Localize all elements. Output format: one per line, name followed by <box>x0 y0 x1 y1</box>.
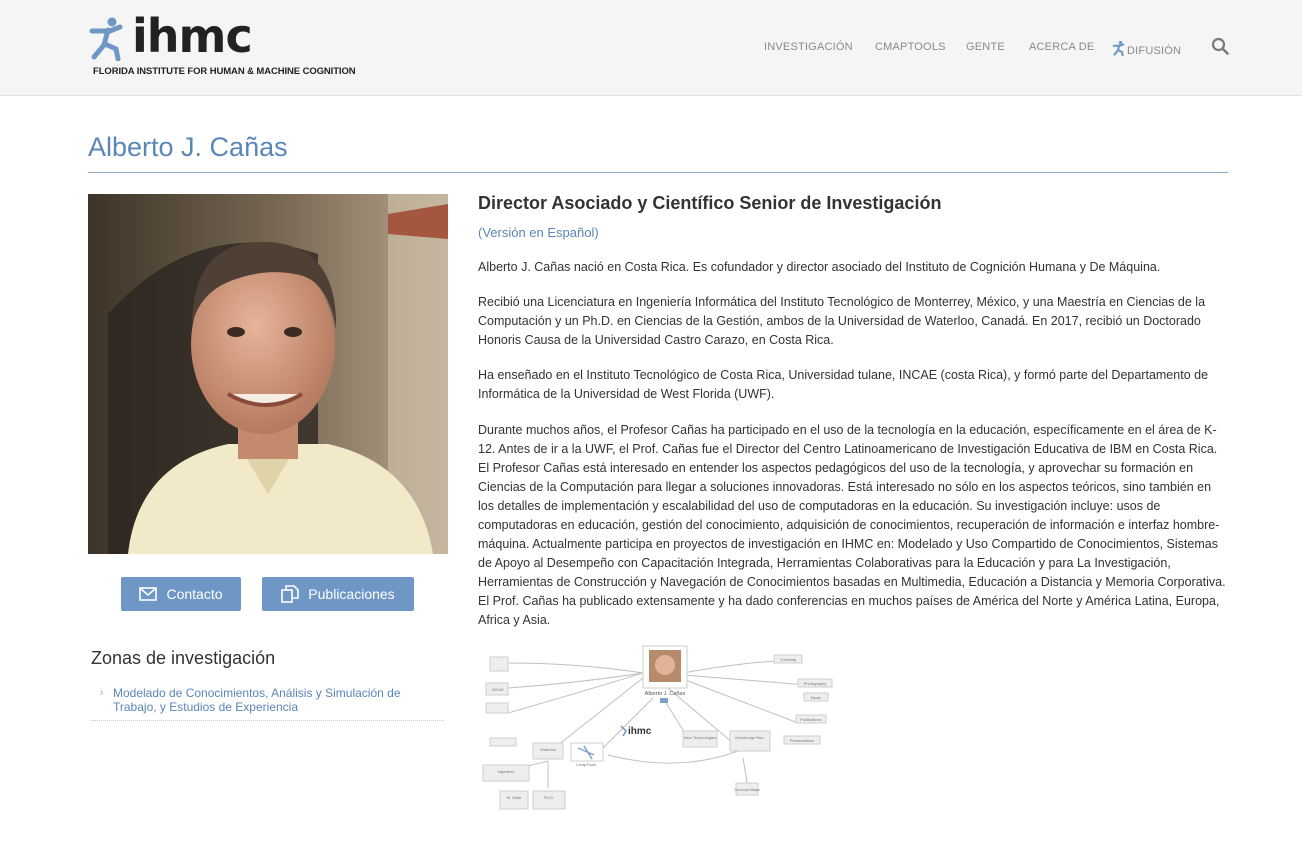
svg-text:Knowledge Rep.: Knowledge Rep. <box>735 735 765 740</box>
bio-paragraph: Ha enseñado en el Instituto Tecnológico de Costa Rica, Universidad tulane, INCAE (costa Rica), y formó parte del Departamento de Informática de la Universidad de West Florida (UWF). <box>478 368 1209 401</box>
nav-cmaptools[interactable]: CMAPTOOLS <box>875 41 946 53</box>
title-divider <box>88 172 1228 173</box>
publications-button[interactable] <box>262 577 414 611</box>
svg-text:Ph.D.: Ph.D. <box>543 795 555 800</box>
contact-button[interactable] <box>121 577 241 611</box>
contact-button-label: Contacto <box>166 586 223 602</box>
svg-text:INCAE: INCAE <box>491 687 505 692</box>
bio-paragraph: Alberto J. Cañas nació en Costa Rica. Es cofundador y director asociado del Instituto de Cognición Humana y De Máquina. <box>478 260 1161 274</box>
svg-text:CmapTools: CmapTools <box>575 762 597 767</box>
nav-gente[interactable]: GENTE <box>966 41 1005 53</box>
research-zone-item[interactable] <box>91 685 444 721</box>
logo-word: ihmc <box>132 9 252 63</box>
role-title: Director Asociado y Científico Senior de Investigación <box>478 193 942 213</box>
envelope-icon <box>139 587 157 601</box>
svg-text:Traveling: Traveling <box>779 657 797 662</box>
site-header <box>0 0 1302 96</box>
bio-paragraph: Durante muchos años, el Profesor Cañas ha participado en el uso de la tecnología en la educación, específicamente en el área de K-12. Antes de ir a la UWF, el Prof. Cañas fue el Director del Centro Latinoamericano de Investigación Educativa de IBM en Costa Rica. El Profesor Cañas está interesado en entender los aspectos pedagógicos del uso de la tecnología, y aprovechar su formación en Ciencias de la Computación para llegar a soluciones innovadoras. Está interesado no sólo en los aspectos teóricos, sino también en los detalles de implementación y escalabilidad del uso de computadoras en la educación. Su investigación incluye: usos de computadoras en educación, gestión del conocimiento, adquisición de conocimientos, recuperación de información e interfaz hombre-máquina. Actualmente participa en proyectos de investigación en IHMC en: Modelado y Uso Compartido de Conocimientos, Sistemas de Apoyo al Desempeño con Capacitación Integrada, Herramientas Colaborativas para la Educación y para La Investigación, Herramientas de Construcción y Navegación de Conocimientos basadas en Multimedia, Educación a Distancia y Memoria Corporativa. El Prof. Cañas ha publicado extensamente y ha dado conferencias en muchos países de América del Norte y América Latina, Europa, Africa y Asia. <box>478 423 1226 627</box>
bio-paragraph: Recibió una Licenciatura en Ingeniería Informática del Instituto Tecnológico de Monterrey, México, y una Maestría en Ciencias de la Computación y un Ph.D. en Ciencias de la Gestión, ambos de la Universidad de Waterloo, Canadá. En 2017, recibió un Doctorado Honoris Causa de la Universidad Castro Carazo, en Costa Rica. <box>478 295 1206 347</box>
copy-documents-icon <box>281 585 299 603</box>
concept-map-image[interactable] <box>478 643 838 811</box>
chevron-right-icon: › <box>100 687 104 698</box>
svg-text:ihmc: ihmc <box>628 726 652 737</box>
svg-text:Ingeniero: Ingeniero <box>497 769 515 774</box>
profile-photo <box>88 194 448 554</box>
nav-investigacion[interactable]: INVESTIGACIÓN <box>764 41 853 53</box>
spanish-version-link[interactable]: (Versión en Español) <box>478 225 599 240</box>
cmap-center-label: Alberto J. Cañas <box>644 691 686 697</box>
svg-text:Presentations: Presentations <box>789 738 815 743</box>
research-zones-title: Zonas de investigación <box>91 648 276 668</box>
nav-difusion-label: DIFUSIÓN <box>1127 45 1182 57</box>
svg-text:Photography: Photography <box>803 681 827 686</box>
page-title: Alberto J. Cañas <box>88 132 288 162</box>
svg-text:M. Math: M. Math <box>506 795 522 800</box>
ihmc-figure-icon <box>1112 41 1125 56</box>
search-icon[interactable] <box>1211 37 1229 55</box>
svg-text:Music: Music <box>810 695 822 700</box>
ihmc-figure-icon <box>88 17 124 61</box>
research-zone-link[interactable]: Modelado de Conocimientos, Análisis y Simulación de Trabajo, y Estudios de Experiencia <box>113 686 401 714</box>
ihmc-logo[interactable] <box>88 9 356 79</box>
svg-text:New Technologies: New Technologies <box>683 735 717 740</box>
nav-acerca-de[interactable]: ACERCA DE <box>1029 41 1095 53</box>
svg-text:Waterloo: Waterloo <box>540 747 556 752</box>
publications-button-label: Publicaciones <box>308 586 395 602</box>
logo-subtitle: FLORIDA INSTITUTE FOR HUMAN & MACHINE COGNITION <box>93 66 356 77</box>
svg-text:Concept Maps: Concept Maps <box>734 787 760 792</box>
svg-text:Publications: Publications <box>800 717 822 722</box>
nav-difusion[interactable] <box>1112 41 1181 55</box>
